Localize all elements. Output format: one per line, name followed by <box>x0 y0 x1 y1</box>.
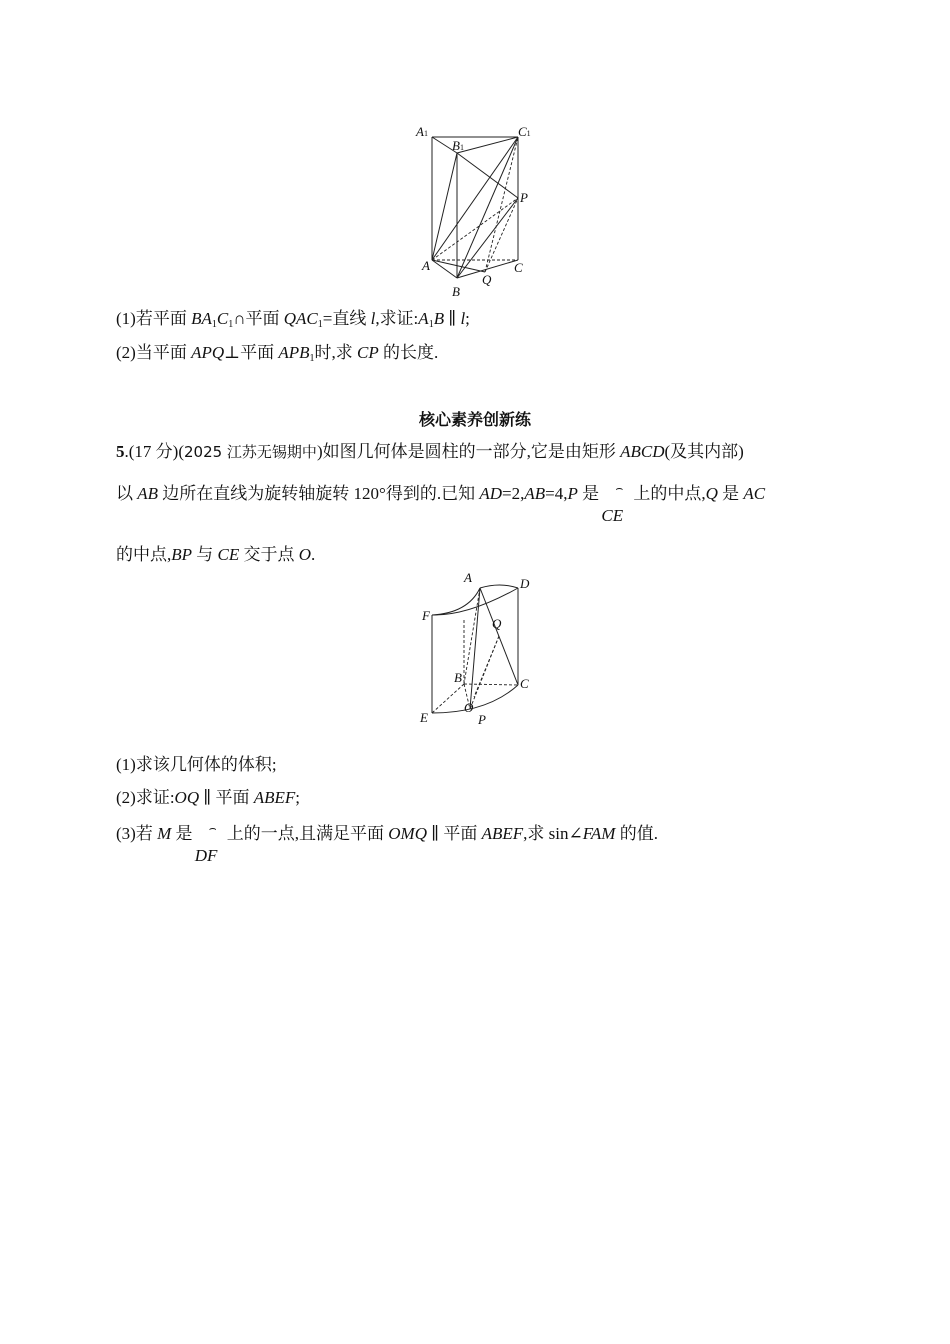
q5-line3: 的中点,BP 与 CE 交于点 O. <box>116 545 316 564</box>
label-c: C <box>520 676 529 691</box>
label-a: A <box>422 258 430 273</box>
label-e: E <box>420 710 428 725</box>
label-b: B <box>452 284 460 299</box>
q5-line1: 5.(17 分)(2025 江苏无锡期中)如图几何体是圆柱的一部分,它是由矩形 ABCD(及其内部) <box>116 442 744 461</box>
arc-df: ⌢ DF <box>194 821 218 865</box>
section-title: 核心素养创新练 <box>418 410 531 429</box>
cylinder-figure <box>412 568 542 728</box>
label-b1: B1 <box>452 138 464 153</box>
label-a1: A1 <box>416 124 428 139</box>
label-a: A <box>464 570 472 585</box>
q5-part1: (1)求该几何体的体积; <box>116 755 277 774</box>
label-q: Q <box>482 272 492 287</box>
label-p: P <box>520 190 528 205</box>
label-f: F <box>422 608 430 623</box>
label-b: B <box>454 670 462 685</box>
q5-line2: 以 AB 边所在直线为旋转轴旋转 120°得到的.已知 AD=2,AB=4,P 是 ⌢ CE 上的中点,Q 是 AC <box>116 481 766 525</box>
arc-ce: ⌢ CE <box>601 481 624 525</box>
q5-part3: (3)若 M 是 ⌢ DF 上的一点,且满足平面 OMQ ∥ 平面 ABEF,求 sin∠FAM 的值. <box>116 821 658 865</box>
label-c: C <box>514 260 523 275</box>
q4-part1: (1)若平面 $BA_1C_1\cap$平面 $QAC_1=$直线 l,求证$:A_1B$ ∥ l; <box>116 309 470 330</box>
prism-figure <box>410 120 540 302</box>
label-c1: C1 <box>518 124 531 139</box>
label-d: D <box>520 576 530 591</box>
q5-part2: (2)求证:OQ ∥ 平面 ABEF; <box>116 788 300 807</box>
label-p: P <box>478 712 486 727</box>
q4-part2: (2)当平面 APQ⊥平面 $APB_1$时,求 CP 的长度. <box>116 343 439 364</box>
label-o: O <box>464 700 474 715</box>
label-q: Q <box>492 616 502 631</box>
